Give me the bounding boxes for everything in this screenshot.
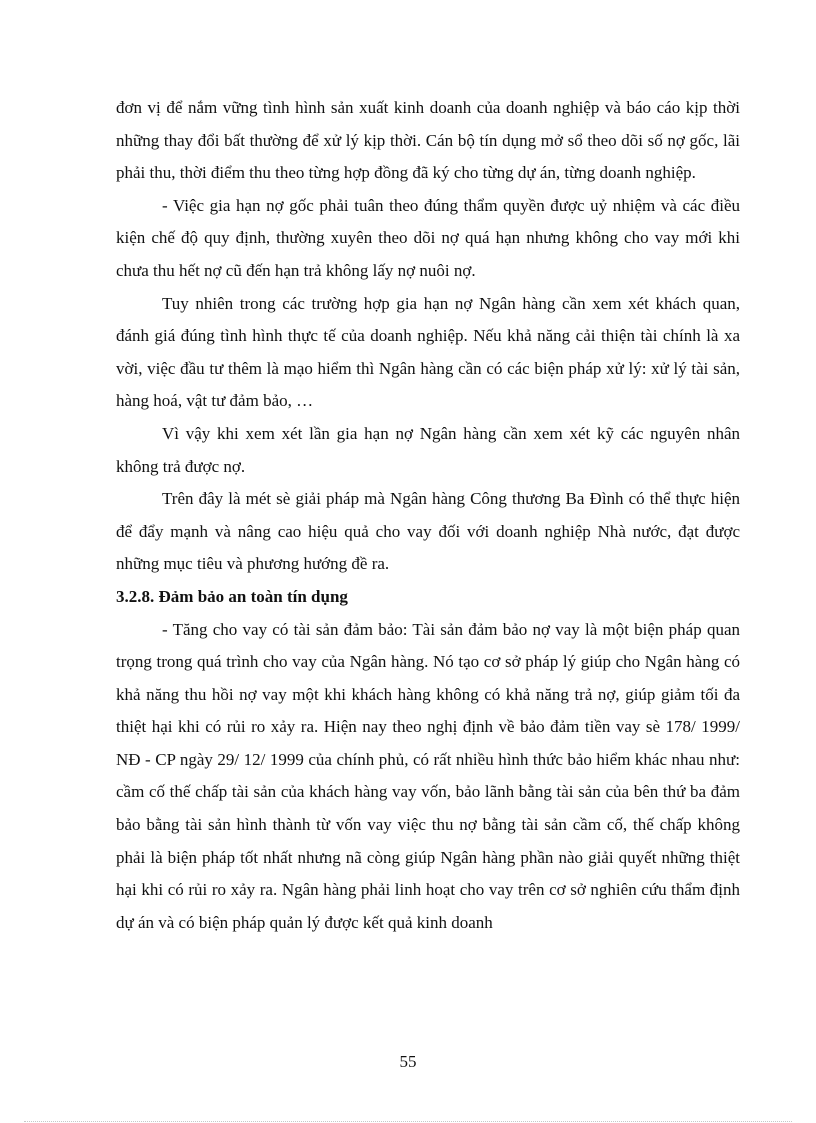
paragraph-debt-extension: - Việc gia hạn nợ gốc phải tuân theo đúng thẩm quyền được uỷ nhiệm và các điều kiện chế độ quy định, thường xuyên theo dõi nợ quá hạn nhưng không cho vay mới khi chưa thu hết nợ cũ đến hạn trả không lấy nợ nuôi nợ. — [116, 195, 740, 280]
paragraph-nonpayment-causes: Vì vậy khi xem xét lần gia hạn nợ Ngân hàng cần xem xét kỹ các nguyên nhân không trả được nợ. — [116, 423, 740, 476]
page-body — [116, 92, 740, 939]
page-number: 55 — [399, 1052, 417, 1071]
page-bottom-divider — [24, 1121, 792, 1122]
paragraph-collateral: - Tăng cho vay có tài sản đảm bảo: Tài sản đảm bảo nợ vay là một biện pháp quan trọng trong quá trình cho vay của Ngân hàng. Nó tạo cơ sở pháp lý giúp cho Ngân hàng có khả năng thu hồi nợ vay một khi khách hàng không có khả năng trả nợ, giúp giảm tối đa thiệt hại khi có rủi ro xảy ra. Hiện nay theo nghị định về bảo đảm tiền vay sè 178/ 1999/ NĐ - CP ngày 29/ 12/ 1999 của chính phủ, có rất nhiều hình thức bảo hiểm khác nhau như: cầm cố thế chấp tài sản của khách hàng vay vốn, bảo lãnh bằng tài sản của bên thứ ba đảm bảo bằng tài sản hình thành từ vốn vay việc thu nợ bằng tài sản cầm cố, thế chấp không phải là biện pháp tốt nhất nhưng nã còng giúp Ngân hàng phần nào giải quyết những thiệt hại khi có rủi ro xảy ra. Ngân hàng phải linh hoạt cho vay trên cơ sở nghiên cứu thẩm định dự án và có biện pháp quản lý được kết quả kinh doanh — [116, 619, 740, 932]
paragraph-continuation: đơn vị để nắm vững tình hình sản xuất kinh doanh của doanh nghiệp và báo cáo kịp thời những thay đổi bất thường để xử lý kịp thời. Cán bộ tín dụng mở sổ theo dõi số nợ gốc, lãi phải thu, thời điểm thu theo từng hợp đồng đã ký cho từng dự án, từng doanh nghiệp. — [116, 98, 740, 183]
paragraph-solutions-summary: Trên đây là mét sè giải pháp mà Ngân hàng Công thương Ba Đình có thể thực hiện để đẩy mạnh và nâng cao hiệu quả cho vay đối với doanh nghiệp Nhà nước, đạt được những mục tiêu và phương hướng đề ra. — [116, 489, 740, 574]
section-heading: 3.2.8. Đảm bảo an toàn tín dụng — [116, 586, 348, 606]
paragraph-extension-review: Tuy nhiên trong các trường hợp gia hạn nợ Ngân hàng cần xem xét khách quan, đánh giá đúng tình hình thực tế của doanh nghiệp. Nếu khả năng cải thiện tài chính là xa vời, việc đầu tư thêm là mạo hiểm thì Ngân hàng cần có các biện pháp xử lý: xử lý tài sản, hàng hoá, vật tư đảm bảo, … — [116, 293, 740, 411]
